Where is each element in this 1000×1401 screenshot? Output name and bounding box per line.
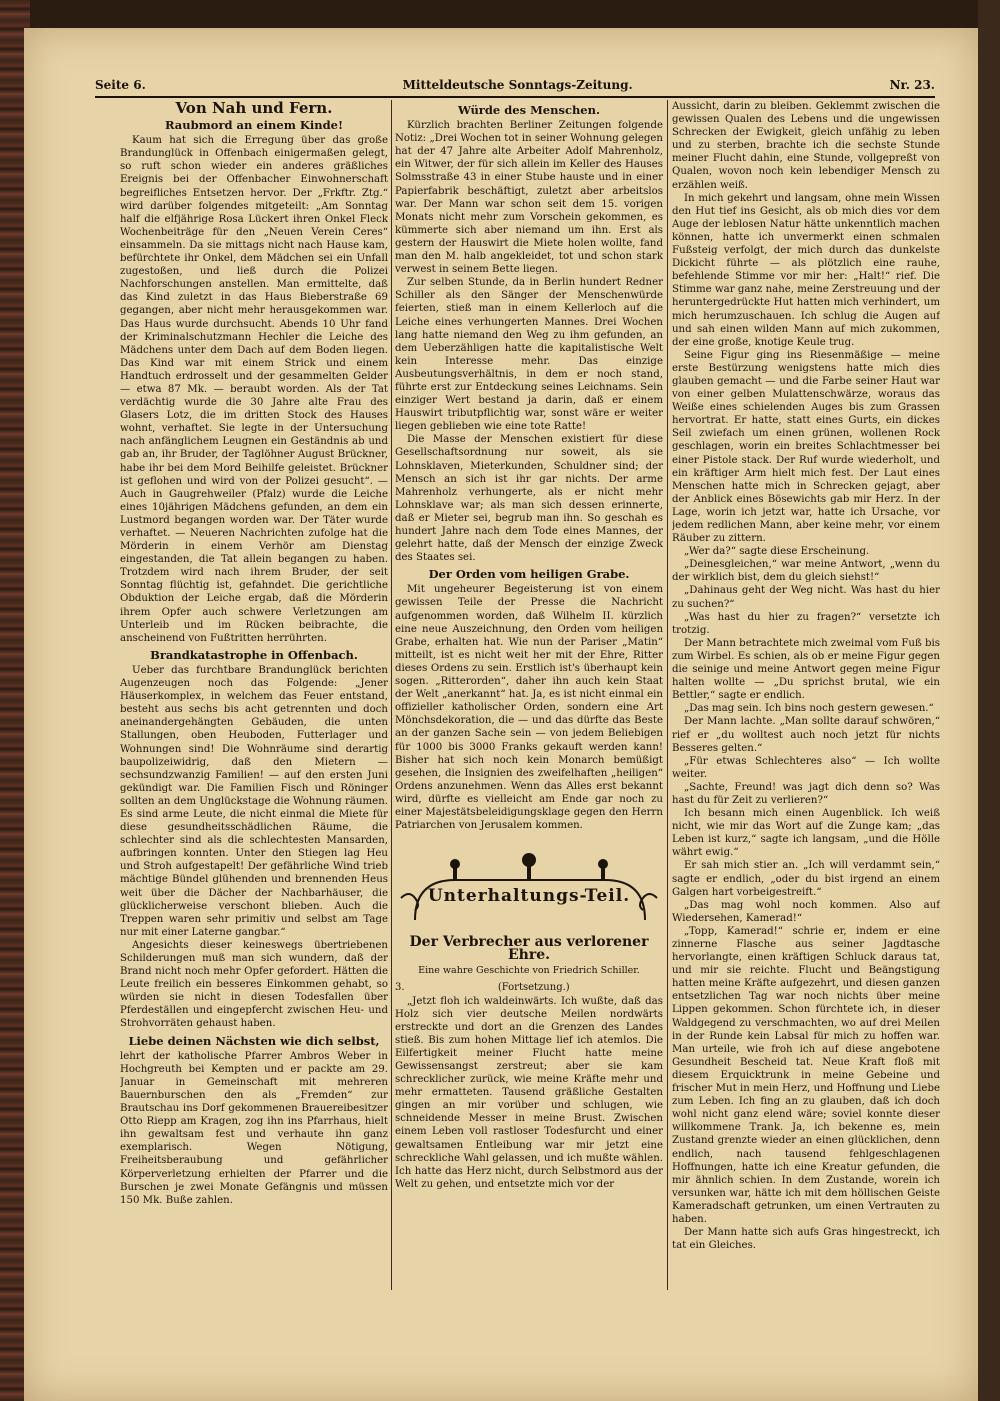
section-title: Von Nah und Fern. — [175, 100, 333, 117]
issue-number: Nr. 23. — [889, 78, 935, 92]
story-text: Seine Figur ging ins Riesenmäßige — meine erste Bestürzung wenigstens hatte mich dies glauben gemacht — und die Farbe seiner Haut war von einer gelben Mulattenschwärze, woraus das Weiße eines schielenden Auges bis zum Grassen hervortrat. Er hatte, statt eines Gurts, ein dickes Seil zwiefach um einen grünen, wollenen Rock geschlagen, worin ein breites Schlachtmesser bei einer Pistole stack. Der Ruf wurde wiederholt, und ein kräftiger Arm hielt mich fest. Der Laut eines Menschen hatte mich in Schrecken gejagt, aber der Anblick eines Bösewichts gab mir Herz. In der Lage, worin ich jetzt war, hatte ich Ursache, vor jedem redlichen Mann, aber keine mehr, vor einem Räuber zu zittern. — [672, 349, 940, 545]
article-text: Die Masse der Menschen existiert für diese Gesellschaftsordnung nur soweit, als sie Lohnsklaven, Mieterkunden, Schuldner sind; der Mensch an sich ist ihr gar nichts. Der arme Mahrenholz verhungerte, als er nicht mehr Lohnsklave war; als man sich dessen erinnerte, daß er Mieter sei, begrub man ihn. So geschah es hundert Jahre nach dem Tode eines Mannes, der gelehrt hatte, daß der Mensch der einzige Zweck des Staates sei. — [395, 434, 663, 564]
story-text: Aussicht, darin zu bleiben. Geklemmt zwischen die gewissen Qualen des Lebens und die ungewissen Schrecken der Ewigkeit, gleich unfähig zu leben und zu sterben, brachte ich die sechste Stunde meiner Flucht dahin, eine Stunde, vollgepreßt von Qualen, wovon noch kein lebendiger Mensch zu erzählen weiß. — [672, 101, 940, 191]
article-text: Kaum hat sich die Erregung über das große Brandunglück in Offenbach einigermaßen gelegt, so ruft schon wieder ein anderes gräßliches Ereignis bei der Offenbacher Einwohnerschaft begreifliches Entsetzen hervor. Der „Frkftr. Ztg.“ wird darüber folgendes mitgeteilt: „Am Sonntag half die elfjährige Rosa Lückert ihren Onkel Fleck Wochenbeiträge für den „Neuen Verein Ceres“ einsammeln. Da sie mittags nicht nach Hause kam, befürchtete ihr Onkel, dem Mädchen sei ein Unfall zugestoßen, und ließ durch die Polizei Nachforschungen anstellen. Man ermittelte, daß das Kind zuletzt in das Haus Bieberstraße 69 gegangen, aber nicht mehr herausgekommen war. Das Haus wurde durchsucht. Abends 10 Uhr fand der Kriminalschutzmann Hechler die Leiche des Mädchens unter dem Dach auf dem Boden liegen. Das Kind war mit einem Strick und einem Handtuch erdrosselt und der gesammelten Gelder — etwa 87 Mk. — beraubt worden. Als der Tat verdächtig wurde die 30 Jahre alte Frau des Glasers Lotz, die im dritten Stock des Hauses wohnt, verhaftet. Sie legte in der Untersuchung nach anfänglichem Leugnen ein Geständnis ab und gab an, ihr Bruder, der Taglöhner August Brückner, habe ihr bei dem Mord Beihilfe geleistet. Brückner ist geflohen und wird von der Polizei gesucht“. — Auch in Gaugrehweiler (Pfalz) wurde die Leiche eines 10jährigen Mädchens gefunden, an dem ein Lustmord begangen worden war. Der Täter wurde verhaftet. — Neueren Nachrichten zufolge hat die Mörderin in einem Verhör am Dienstag eingestanden, die Tat allein begangen zu haben. Trotzdem wird nach ihrem Bruder, der seit Sonntag flüchtig ist, gefahndet. Die gerichtliche Obduktion der Leiche ergab, daß die Mörderin ihrem Opfer auch schwere Verletzungen am Unterleib und im Rücken beibrachte, die anscheinend von Fußtritten herrührten. — [120, 135, 388, 644]
article-heading: Würde des Menschen. — [458, 103, 600, 117]
article-text: Kürzlich brachten Berliner Zeitungen folgende Notiz: „Drei Wochen tot in seiner Wohnung gelegen hat der 47 Jahre alte Arbeiter Adolf Mahrenholz, ein Witwer, der für sich allein im Keller des Hauses Solmsstraße 43 in einer Stube hauste und in einer Papierfabrik beschäftigt, zuletzt aber arbeitslos war. Der Mann war schon seit dem 15. vorigen Monats nicht mehr zum Vorschein gekommen, es kümmerte sich aber niemand um ihn. Erst als gestern der Hauswirt die Miete holen wollte, fand man den M. halb angekleidet, tot und schon stark verwest in seinem Bette liegen. — [395, 120, 663, 276]
article-heading: Der Orden vom heiligen Grabe. — [428, 567, 630, 582]
story-text: „Das mag wohl noch kommen. Also auf Wiedersehen, Kamerad!“ — [672, 899, 940, 924]
story-text: „Dahinaus geht der Weg nicht. Was hast du hier zu suchen?“ — [672, 585, 940, 610]
story-text: „Jetzt floh ich waldeinwärts. Ich wußte, daß das Holz sich vier deutsche Meilen nordwärts erstreckte und dort an die Grenzen des Landes stieß. Bis zum hohen Mittage lief ich atemlos. Die Eilfertigkeit meiner Flucht hatte meine Gewissensangst zerstreut; aber sie kam schrecklicher zurück, wie meine Kräfte mehr und mehr ermatteten. Tausend gräßliche Gestalten gingen an mir vorüber und schlugen, wie schneidende Messer in meine Brust. Zwischen einem Leben voll rastloser Todesfurcht und einer gewaltsamen Entleibung war mir jetzt eine schreckliche Wahl gelassen, und ich mußte wählen. Ich hatte das Herz nicht, durch Selbstmord aus der Welt zu gehen, und entsetzte mich vor der — [395, 995, 663, 1190]
story-text: In mich gekehrt und langsam, ohne mein Wissen den Hut tief ins Gesicht, als ob mich dies vor dem Auge der leblosen Natur hätte unkenntlich machen können, hatte ich unvermerkt einen schmalen Fußsteig verfolgt, der mich durch das dunkelste Dickicht führte — als plötzlich eine rauhe, befehlende Stimme vor mir her: „Halt!“ rief. Die Stimme war ganz nahe, meine Zerstreuung und der heruntergedrückte Hut hatten mich verhindert, um mich herumzuschauen. Ich schlug die Augen auf und sah einen wilden Mann auf mich zukommen, der eine große, knotige Keule trug. — [672, 192, 940, 348]
article-heading: Raubmord an einem Kinde! — [164, 118, 344, 133]
story-text: „Für etwas Schlechteres also“ — Ich wollte weiter. — [672, 755, 940, 780]
article-text: lehrt der katholische Pfarrer Ambros Weber in Hochgreuth bei Kempten und er packte am 29. Januar in Gemeinschaft mit mehreren Bauernburschen den als „Fremden“ zur Brautschau ins Dorf gekommenen Brauereibesitzer Otto Riepp am Kragen, zog ihn ins Pfarrhaus, hielt ihn gewaltsam fest und verhaute ihn ganz exemplarisch. Wegen Nötigung, Freiheitsberaubung und gefährlicher Körperverletzung erhielten der Pfarrer und die Burschen je zwei Monate Gefängnis und müssen 150 Mk. Buße zahlen. — [120, 1050, 388, 1206]
column-2 — [395, 100, 663, 1290]
page-edge — [978, 0, 1000, 1401]
article-text: Mit ungeheurer Begeisterung ist von einem gewissen Teile der Presse die Nachricht aufgenommen worden, daß Wilhelm II. kürzlich eine neue Auszeichnung, den Orden vom heiligen Grabe, erhalten hat. Wie nun der Pariser „Matin“ mitteilt, ist es nicht weit her mit der Ehre, Ritter dieses Ordens zu sein. Erstlich ist's überhaupt kein sogen. „Ritterorden“, daher ihn auch kein Staat der Welt „anerkannt“ hat. Ja, es ist nicht einmal ein offizieller katholischer Orden, sondern eine Art Mönchsdekoration, die — und das dürfte das Beste an der ganzen Sache sein — von jedem Beliebigen für 1000 bis 3000 Franks gekauft werden kann! Bisher hat sich noch kein Monarch bemüßigt gesehen, die Insignien des zweifelhaften „heiligen“ Ordens anzunehmen. Wenn das Alles erst bekannt wird, dürfte es vielleicht am Ende gar noch zu einer Majestätsbeleidigungsklage gegen den Herrn Patriarchen von Jerusalem kommen. — [395, 584, 663, 832]
page-header — [95, 78, 935, 94]
story-text: Der Mann hatte sich aufs Gras hingestreckt, ich tat ein Gleiches. — [672, 1227, 940, 1252]
article-text: Angesichts dieser keineswegs übertriebenen Schilderungen muß man sich wundern, daß der Brand nicht noch mehr Opfer gefordert. Hätten die Leute freilich ein besseres Einkommen gehabt, so würden sie nicht in diesen Todesfallen über Pferdeställen und eingepfercht zwischen Heu- und Strohvorräten gehaust haben. — [120, 939, 388, 1030]
story-text: Der Mann lachte. „Man sollte darauf schwören,“ rief er „du wolltest auch noch jetzt für nichts Besseres gelten.“ — [672, 716, 940, 754]
story-part: 3. — [395, 982, 405, 994]
column-3 — [672, 100, 940, 1290]
story-subtitle: Eine wahre Geschichte von Friedrich Schiller. — [418, 965, 640, 977]
story-text: „Das mag sein. Ich bins noch gestern gewesen.“ — [684, 703, 934, 715]
story-text: „Sachte, Freund! was jagt dich denn so? Was hast du für Zeit zu verlieren?“ — [672, 781, 940, 806]
story-text: „Deinesgleichen,“ war meine Antwort, „wenn du der wirklich bist, dem du gleich siehst!“ — [672, 559, 940, 584]
article-text: Ueber das furchtbare Brandunglück berichten Augenzeugen noch das Folgende: „Jener Häuserkomplex, in welchem das Feuer entstand, besteht aus sechs bis acht getrennten und doch aneinandergehängten Gebäuden, die unten Stallungen, oben Heuboden, Futterlager und Wohnungen sind! Die Wohnräume sind derartig baupolizeiwidrig, daß den Mietern — sechsundzwanzig Familien! — auf den ersten Juni gekündigt war. Die Familien Fisch und Röninger sollten an dem Unglückstage die Wohnung räumen. Es sind arme Leute, die nicht einmal die Miete für diese gesundheitsschädlichen Räume, die schlechter sind als die schlechtesten Mansarden, aufbringen konnten. Unter den Stiegen lag Heu und Stroh aufgestapelt! Der gefährliche Wind trieb mächtige Bündel glühenden und brennenden Heus weit über die Dächer der Nachbarhäuser, die glücklicherweise verschont blieben. Auch die Treppen waren sehr primitiv und selbst am Tage nur mit einer Laterne gangbar.“ — [120, 664, 388, 938]
story-title: Der Verbrecher aus verlorener Ehre. — [409, 934, 649, 964]
story-text: Er sah mich stier an. „Ich will verdammt sein,“ sagte er endlich, „oder du bist irgend an einem Galgen hart vorbeigestreift.“ — [672, 860, 940, 898]
column-1 — [120, 100, 388, 1290]
story-text: Ich besann mich einen Augenblick. Ich weiß nicht, wie mir das Wort auf die Zunge kam; „das Leben ist kurz,“ sagte ich langsam, „und die Hölle währt ewig.“ — [672, 808, 940, 859]
article-heading: Brandkatastrophe in Offenbach. — [150, 647, 358, 662]
entertainment-banner — [395, 850, 663, 928]
article-heading: Liebe deinen Nächsten wie dich selbst, — [128, 1033, 380, 1048]
column-divider — [667, 100, 668, 1290]
story-meta — [395, 981, 663, 994]
story-text: „Wer da?“ sagte diese Erscheinung. — [684, 546, 870, 558]
header-rule — [95, 96, 935, 98]
story-continued: (Fortsetzung.) — [497, 982, 570, 994]
column-divider — [391, 100, 392, 1290]
story-text: Der Mann betrachtete mich zweimal vom Fuß bis zum Wirbel. Es schien, als ob er meine Figur gegen die seinige und meine Antwort gegen meine Figur halten wollte — „Du sprichst brutal, wie ein Bettler,“ sagte er endlich. — [672, 637, 940, 702]
banner-title: Unterhaltungs-Teil. — [427, 886, 631, 907]
page-number: Seite 6. — [95, 78, 146, 92]
masthead-title: Mitteldeutsche Sonntags-Zeitung. — [402, 78, 633, 92]
article-text: Zur selben Stunde, da in Berlin hundert Redner Schiller als den Sänger der Menschenwürde feierten, stieß man in einem Kellerloch auf die Leiche eines verhungerten Mannes. Drei Wochen lang hatte niemand den Weg zu ihm gefunden, an dem Ueberzähligen hatte die kapitalistische Welt kein Interesse mehr. Das einzige Ausbeutungsverhältnis, in dem er noch stand, führte erst zur Entdeckung seines Leichnams. Sein einziger Wert bestand ja darin, daß er einem Hauswirt tributpflichtig war, sonst wäre er weiter liegen geblieben wie eine tote Ratte! — [395, 277, 663, 433]
story-text: „Was hast du hier zu fragen?“ versetzte ich trotzig. — [672, 611, 940, 636]
story-text: „Topp, Kamerad!“ schrie er, indem er eine zinnerne Flasche aus seiner Jagdtasche hervorlangte, einen kräftigen Schluck daraus tat, und mir sie reichte. Flucht und Beängstigung hatten meine Kräfte aufgezehrt, und diesen ganzen entsetzlichen Tag war noch nichts über meine Lippen gekommen. Schon fürchtete ich, in dieser Waldgegend zu verschmachten, wo auf drei Meilen in der Runde kein Labsal für mich zu hoffen war. Man urteile, wie froh ich auf diese angebotene Gesundheit Bescheid tat. Neue Kraft floß mit diesem Erquicktrunk in meine Gebeine und frischer Mut in mein Herz, und Hoffnung und Liebe zum Leben. Ich fing an zu glauben, daß ich doch wohl nicht ganz elend wäre; soviel konnte dieser willkommene Trank. Ja, ich bekenne es, mein Zustand grenzte wieder an einen glücklichen, denn endlich, nach tausend fehlgeschlagenen Hoffnungen, hatte ich eine Kreatur gefunden, die mir ähnlich schien. In dem Zustande, worein ich versunken war, hätte ich mit dem höllischen Geiste Kameradschaft getrunken, um einen Vertrauten zu haben. — [672, 925, 940, 1225]
